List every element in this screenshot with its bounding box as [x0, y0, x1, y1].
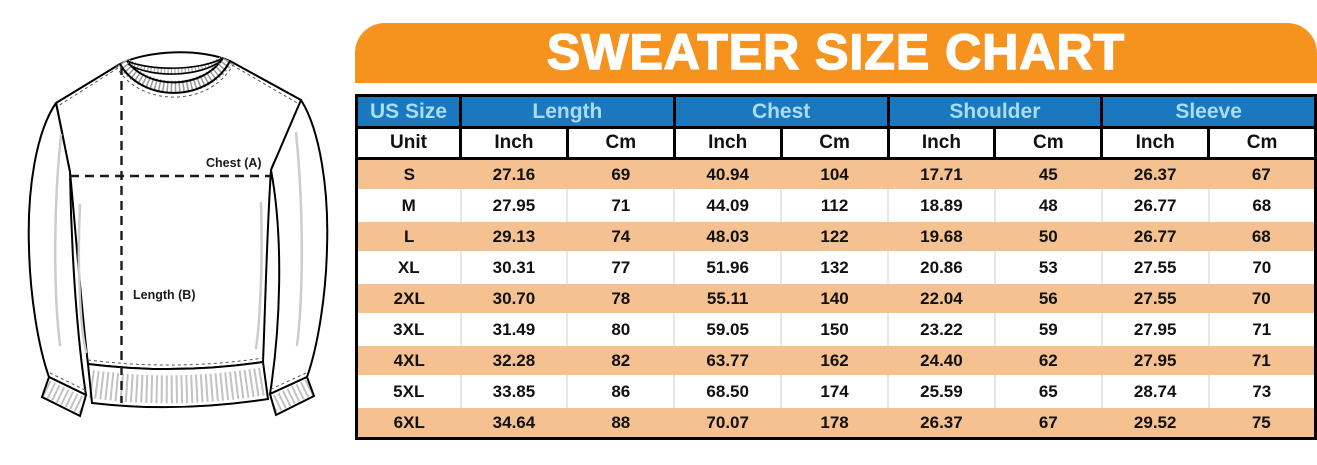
value-cell: 69 [567, 159, 674, 191]
sweater-body [56, 52, 301, 369]
value-cell: 27.55 [1102, 252, 1209, 283]
value-cell: 45 [995, 159, 1102, 191]
unit-header: Cm [995, 128, 1102, 159]
group-header-shoulder: Shoulder [888, 96, 1102, 128]
value-cell: 26.37 [1102, 159, 1209, 191]
column-group-header-row [357, 96, 1316, 128]
size-table [355, 94, 1317, 440]
unit-header: Cm [1209, 128, 1316, 159]
unit-header: Inch [1102, 128, 1209, 159]
value-cell: 29.52 [1102, 407, 1209, 439]
size-cell: 3XL [357, 314, 461, 345]
value-cell: 67 [1209, 159, 1316, 191]
value-cell: 77 [567, 252, 674, 283]
value-cell: 71 [1209, 314, 1316, 345]
chest-label: Chest (A) [206, 156, 262, 170]
size-cell: 5XL [357, 376, 461, 407]
value-cell: 24.40 [888, 345, 995, 376]
title-banner [355, 23, 1317, 83]
table-row-3xl [357, 314, 1316, 345]
value-cell: 27.16 [461, 159, 568, 191]
value-cell: 20.86 [888, 252, 995, 283]
value-cell: 86 [567, 376, 674, 407]
value-cell: 55.11 [674, 283, 781, 314]
value-cell: 25.59 [888, 376, 995, 407]
value-cell: 19.68 [888, 221, 995, 252]
value-cell: 80 [567, 314, 674, 345]
value-cell: 27.95 [1102, 314, 1209, 345]
value-cell: 59 [995, 314, 1102, 345]
value-cell: 67 [995, 407, 1102, 439]
value-cell: 26.77 [1102, 190, 1209, 221]
size-cell: 6XL [357, 407, 461, 439]
value-cell: 70 [1209, 252, 1316, 283]
size-cell: 4XL [357, 345, 461, 376]
unit-header: Cm [567, 128, 674, 159]
value-cell: 48 [995, 190, 1102, 221]
unit-header: Unit [357, 128, 461, 159]
value-cell: 122 [781, 221, 888, 252]
value-cell: 88 [567, 407, 674, 439]
value-cell: 51.96 [674, 252, 781, 283]
value-cell: 28.74 [1102, 376, 1209, 407]
value-cell: 68 [1209, 190, 1316, 221]
table-row-4xl [357, 345, 1316, 376]
group-header-sleeve: Sleeve [1102, 96, 1316, 128]
value-cell: 71 [1209, 345, 1316, 376]
value-cell: 132 [781, 252, 888, 283]
value-cell: 30.31 [461, 252, 568, 283]
size-cell: S [357, 159, 461, 191]
size-cell: M [357, 190, 461, 221]
table-row-6xl [357, 407, 1316, 439]
value-cell: 174 [781, 376, 888, 407]
value-cell: 63.77 [674, 345, 781, 376]
value-cell: 27.95 [1102, 345, 1209, 376]
unit-header: Inch [461, 128, 568, 159]
value-cell: 78 [567, 283, 674, 314]
value-cell: 22.04 [888, 283, 995, 314]
unit-header: Cm [781, 128, 888, 159]
group-header-us-size: US Size [357, 96, 461, 128]
value-cell: 27.55 [1102, 283, 1209, 314]
size-cell: L [357, 221, 461, 252]
unit-header: Inch [888, 128, 995, 159]
value-cell: 48.03 [674, 221, 781, 252]
value-cell: 112 [781, 190, 888, 221]
value-cell: 26.77 [1102, 221, 1209, 252]
size-cell: XL [357, 252, 461, 283]
group-header-length: Length [461, 96, 675, 128]
unit-header-row [357, 128, 1316, 159]
value-cell: 50 [995, 221, 1102, 252]
value-cell: 150 [781, 314, 888, 345]
value-cell: 27.95 [461, 190, 568, 221]
value-cell: 17.71 [888, 159, 995, 191]
value-cell: 40.94 [674, 159, 781, 191]
value-cell: 74 [567, 221, 674, 252]
value-cell: 73 [1209, 376, 1316, 407]
value-cell: 82 [567, 345, 674, 376]
table-row-xl [357, 252, 1316, 283]
length-label: Length (B) [133, 288, 196, 302]
value-cell: 140 [781, 283, 888, 314]
value-cell: 162 [781, 345, 888, 376]
group-header-chest: Chest [674, 96, 888, 128]
value-cell: 59.05 [674, 314, 781, 345]
size-cell: 2XL [357, 283, 461, 314]
table-row-2xl [357, 283, 1316, 314]
value-cell: 18.89 [888, 190, 995, 221]
value-cell: 44.09 [674, 190, 781, 221]
value-cell: 31.49 [461, 314, 568, 345]
value-cell: 33.85 [461, 376, 568, 407]
table-row-5xl [357, 376, 1316, 407]
sweater-diagram [0, 0, 355, 465]
value-cell: 70 [1209, 283, 1316, 314]
value-cell: 71 [567, 190, 674, 221]
value-cell: 26.37 [888, 407, 995, 439]
page-title: SWEATER SIZE CHART [546, 24, 1126, 80]
sweater-sketch-svg [0, 0, 355, 465]
value-cell: 70.07 [674, 407, 781, 439]
value-cell: 53 [995, 252, 1102, 283]
value-cell: 75 [1209, 407, 1316, 439]
value-cell: 32.28 [461, 345, 568, 376]
value-cell: 56 [995, 283, 1102, 314]
table-row-s [357, 159, 1316, 191]
value-cell: 23.22 [888, 314, 995, 345]
value-cell: 29.13 [461, 221, 568, 252]
table-row-m [357, 190, 1316, 221]
value-cell: 30.70 [461, 283, 568, 314]
value-cell: 65 [995, 376, 1102, 407]
value-cell: 178 [781, 407, 888, 439]
value-cell: 104 [781, 159, 888, 191]
value-cell: 62 [995, 345, 1102, 376]
unit-header: Inch [674, 128, 781, 159]
value-cell: 34.64 [461, 407, 568, 439]
value-cell: 68.50 [674, 376, 781, 407]
table-row-l [357, 221, 1316, 252]
value-cell: 68 [1209, 221, 1316, 252]
